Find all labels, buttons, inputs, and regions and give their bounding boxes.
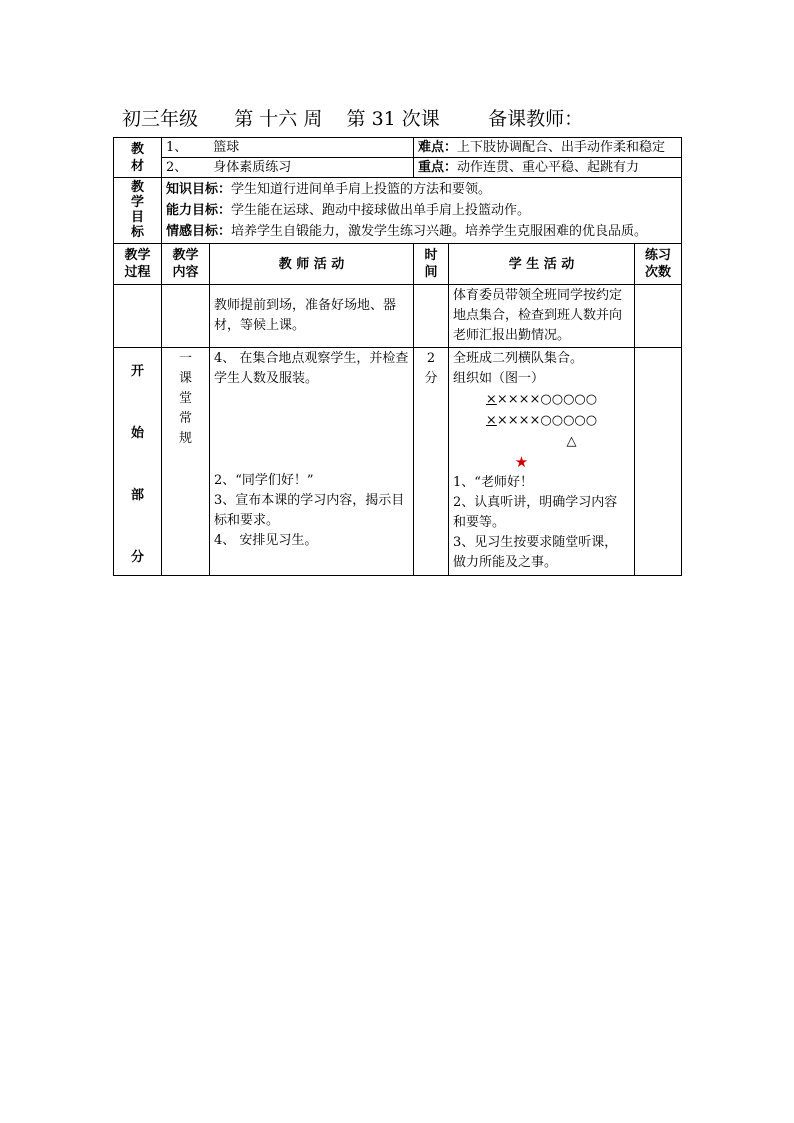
start-time: 2 分 [414, 348, 449, 576]
prep-process [114, 285, 162, 348]
lesson: 第 31 次课 [346, 108, 440, 130]
student-step-observer: 3、见习生按要求随堂听课，做力所能及之事。 [453, 535, 618, 570]
emotion-objective: 情感目标：培养学生自锻能力，激发学生练习兴趣。培养学生克服困难的优良品质。 [166, 224, 648, 239]
student-step-greet: 1、“老师好！ [453, 475, 533, 490]
prep-content [162, 285, 210, 348]
material-item-1: 1、 篮球 [162, 138, 414, 158]
col-teacher: 教 师 活 动 [210, 244, 414, 285]
prep-time [414, 285, 449, 348]
start-row [114, 348, 682, 576]
start-count [635, 348, 682, 576]
material-item-2: 2、 身体素质练习 [162, 158, 414, 178]
teacher-label: 备课教师： [488, 108, 584, 130]
formation-diagram [453, 389, 630, 473]
lesson-plan-table [113, 137, 682, 576]
prep-student: 体育委员带领全班同学按约定地点集合，检查到班人数并向老师汇报出勤情况。 [449, 285, 635, 348]
start-content: 一 课 堂 常 规 [162, 348, 210, 576]
grade: 初三年级 [122, 108, 199, 130]
star-icon: ★ [514, 453, 529, 471]
teacher-step-arrange: 4、 安排见习生。 [214, 533, 318, 548]
objectives-row [114, 178, 682, 244]
student-step-listen: 2、认真听讲，明确学习内容和要等。 [453, 495, 618, 530]
prep-teacher: 教师提前到场，准备好场地、器材，等候上课。 [210, 285, 414, 348]
col-student: 学 生 活 动 [449, 244, 635, 285]
teacher-step-announce: 3、宣布本课的学习内容，揭示目标和要求。 [214, 493, 405, 528]
col-time: 时间 [414, 244, 449, 285]
materials-row-2 [114, 158, 682, 178]
objectives-content [162, 178, 682, 244]
start-student [449, 348, 635, 576]
formation-row-2: ×××××○○○○○ [485, 413, 598, 428]
week: 第 十六 周 [234, 108, 323, 130]
teacher-triangle-icon: △ [566, 434, 577, 449]
student-step-org: 组织如（图一） [453, 371, 545, 386]
difficulty: 难点：上下肢协调配合、出手动作柔和稳定 [414, 138, 682, 158]
objectives-label: 教学目标 [114, 178, 162, 244]
col-content: 教学内容 [162, 244, 210, 285]
start-teacher [210, 348, 414, 576]
prep-row [114, 285, 682, 348]
teacher-step-observe: 4、 在集合地点观察学生，并检查学生人数及服装。 [214, 351, 409, 386]
column-header-row [114, 244, 682, 285]
materials-label: 教材 [114, 138, 162, 178]
teacher-step-greet: 2、“同学们好！” [214, 473, 314, 488]
col-count: 练习次数 [635, 244, 682, 285]
ability-objective: 能力目标：学生能在运球、跑动中接球做出单手肩上投篮动作。 [166, 203, 531, 218]
key-point: 重点：动作连贯、重心平稳、起跳有力 [414, 158, 682, 178]
knowledge-objective: 知识目标：学生知道行进间单手肩上投篮的方法和要领。 [166, 182, 492, 197]
prep-count [635, 285, 682, 348]
materials-row [114, 138, 682, 158]
col-process: 教学过程 [114, 244, 162, 285]
page-header [122, 104, 583, 131]
student-step-assemble: 全班成二列横队集合。 [453, 351, 584, 366]
start-process: 开 始 部 分 [114, 348, 162, 576]
formation-row-1: ×××××○○○○○ [485, 392, 598, 407]
